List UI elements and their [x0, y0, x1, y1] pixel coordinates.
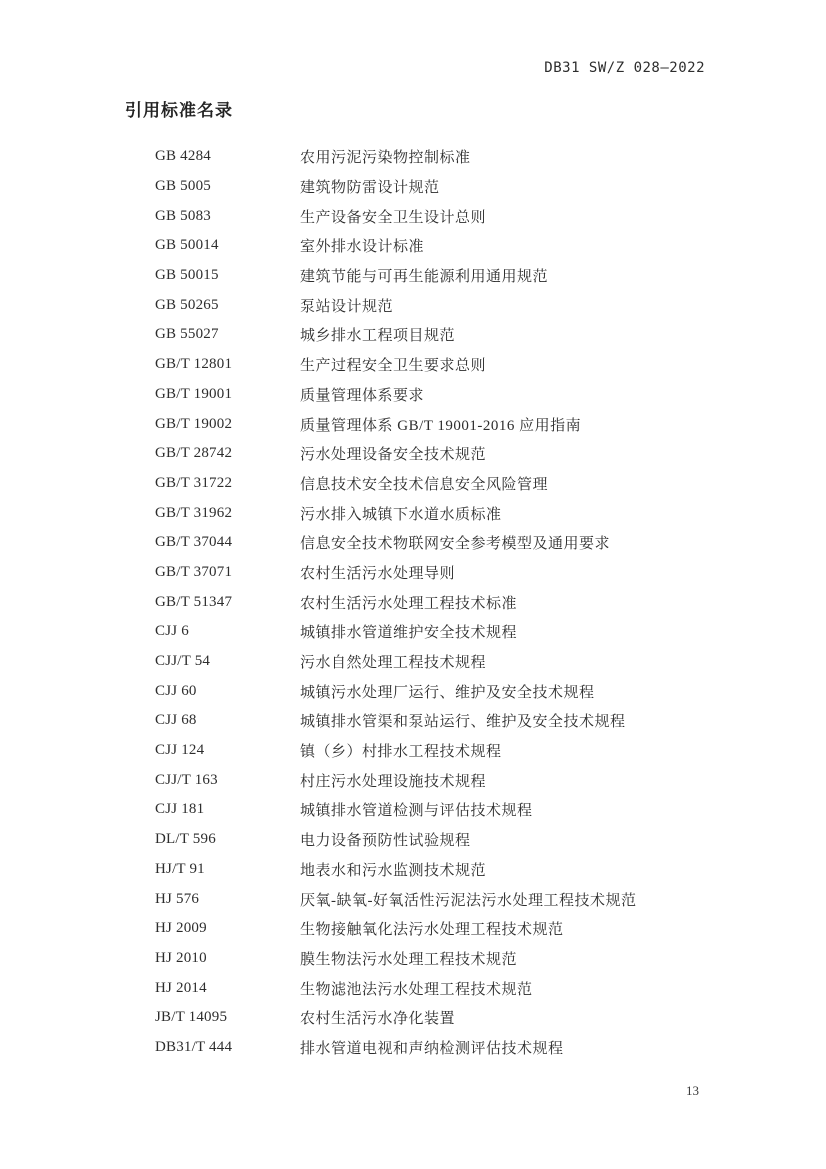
standard-name: 生产过程安全卫生要求总则: [300, 358, 487, 375]
standard-name: 城镇排水管道维护安全技术规程: [300, 625, 518, 642]
standard-row: [155, 587, 766, 617]
standard-row: [155, 973, 766, 1003]
standard-row: [155, 647, 766, 677]
standard-row: [155, 498, 766, 528]
standard-name: 城镇排水管渠和泵站运行、维护及安全技术规程: [300, 714, 626, 731]
standard-row: [155, 884, 766, 914]
standard-code: GB/T 51347: [155, 593, 233, 610]
standard-code: DL/T 596: [155, 831, 216, 848]
standard-row: [155, 261, 766, 291]
standard-name: 污水自然处理工程技术规程: [300, 655, 487, 672]
standard-row: [155, 944, 766, 974]
standard-row: [155, 350, 766, 380]
standard-code: GB/T 37071: [155, 563, 233, 580]
standard-code: GB 5083: [155, 207, 211, 224]
standard-code: HJ 2009: [155, 920, 207, 937]
standard-row: [155, 1033, 766, 1063]
standard-row: [155, 855, 766, 885]
standard-row: [155, 380, 766, 410]
standard-name: 村庄污水处理设施技术规程: [300, 773, 487, 790]
standard-name: 厌氧-缺氧-好氧活性污泥法污水处理工程技术规范: [300, 892, 637, 909]
standard-code: CJJ/T 54: [155, 653, 211, 670]
standard-row: [155, 825, 766, 855]
standard-name: 室外排水设计标准: [300, 239, 425, 256]
standard-row: [155, 736, 766, 766]
standard-row: [155, 617, 766, 647]
standard-code: GB/T 19001: [155, 385, 233, 402]
standard-name: 农用污泥污染物控制标准: [300, 150, 471, 167]
standard-row: [155, 172, 766, 202]
standard-name: 城镇污水处理厂运行、维护及安全技术规程: [300, 684, 595, 701]
standard-name: 膜生物法污水处理工程技术规范: [300, 951, 518, 968]
standard-name: 污水处理设备安全技术规范: [300, 447, 487, 464]
standard-name: 农村生活污水处理导则: [300, 565, 456, 582]
standard-name: 排水管道电视和声纳检测评估技术规程: [300, 1040, 564, 1057]
standard-code: GB 50014: [155, 237, 219, 254]
standard-name: 建筑节能与可再生能源利用通用规范: [300, 269, 549, 286]
standard-row: [155, 290, 766, 320]
standard-name: 农村生活污水处理工程技术标准: [300, 595, 518, 612]
standard-code: GB/T 28742: [155, 445, 233, 462]
standard-row: [155, 528, 766, 558]
standard-code: DB31/T 444: [155, 1038, 233, 1055]
standard-name: 城镇排水管道检测与评估技术规程: [300, 803, 533, 820]
standard-code: JB/T 14095: [155, 1009, 228, 1026]
standard-row: [155, 1003, 766, 1033]
standards-list: [155, 142, 766, 1062]
standard-code: HJ/T 91: [155, 860, 205, 877]
standard-name: 质量管理体系 GB/T 19001-2016 应用指南: [300, 417, 582, 434]
standard-code: GB/T 31722: [155, 474, 233, 491]
standard-row: [155, 765, 766, 795]
document-code-header: DB31 SW/Z 028—2022: [544, 60, 705, 76]
standard-code: CJJ 124: [155, 742, 205, 759]
standard-code: HJ 2010: [155, 949, 207, 966]
standard-row: [155, 676, 766, 706]
standard-name: 建筑物防雷设计规范: [300, 180, 440, 197]
standard-row: [155, 706, 766, 736]
standard-code: GB 5005: [155, 178, 211, 195]
standard-code: GB/T 12801: [155, 356, 233, 373]
standard-row: [155, 320, 766, 350]
standard-name: 生物滤池法污水处理工程技术规范: [300, 981, 533, 998]
standard-code: GB 50015: [155, 267, 219, 284]
standard-name: 生产设备安全卫生设计总则: [300, 209, 487, 226]
standard-name: 生物接触氧化法污水处理工程技术规范: [300, 922, 564, 939]
standard-code: CJJ 60: [155, 682, 197, 699]
standard-row: [155, 201, 766, 231]
standard-code: CJJ 6: [155, 623, 189, 640]
standard-code: CJJ/T 163: [155, 771, 218, 788]
standard-code: HJ 576: [155, 890, 200, 907]
standard-row: [155, 558, 766, 588]
standard-row: [155, 409, 766, 439]
standard-name: 信息技术安全技术信息安全风险管理: [300, 476, 549, 493]
standard-code: GB/T 19002: [155, 415, 233, 432]
standard-row: [155, 142, 766, 172]
standard-code: GB 50265: [155, 296, 219, 313]
standard-row: [155, 439, 766, 469]
standard-code: GB/T 31962: [155, 504, 233, 521]
standard-name: 泵站设计规范: [300, 298, 394, 315]
standard-row: [155, 914, 766, 944]
standard-name: 镇（乡）村排水工程技术规程: [300, 744, 502, 761]
standard-code: HJ 2014: [155, 979, 207, 996]
standard-code: GB 55027: [155, 326, 219, 343]
standard-name: 城乡排水工程项目规范: [300, 328, 456, 345]
standard-row: [155, 795, 766, 825]
standard-code: GB 4284: [155, 148, 211, 165]
standard-row: [155, 231, 766, 261]
standard-code: GB/T 37044: [155, 534, 233, 551]
page-number: 13: [686, 1083, 699, 1098]
standard-name: 地表水和污水监测技术规范: [300, 862, 487, 879]
standard-name: 质量管理体系要求: [300, 387, 425, 404]
standard-name: 信息安全技术物联网安全参考模型及通用要求: [300, 536, 611, 553]
standard-code: CJJ 68: [155, 712, 197, 729]
standard-name: 电力设备预防性试验规程: [300, 833, 471, 850]
page-title: 引用标准名录: [125, 101, 233, 120]
standard-name: 农村生活污水净化装置: [300, 1011, 456, 1028]
standard-row: [155, 469, 766, 499]
standard-name: 污水排入城镇下水道水质标准: [300, 506, 502, 523]
standard-code: CJJ 181: [155, 801, 205, 818]
